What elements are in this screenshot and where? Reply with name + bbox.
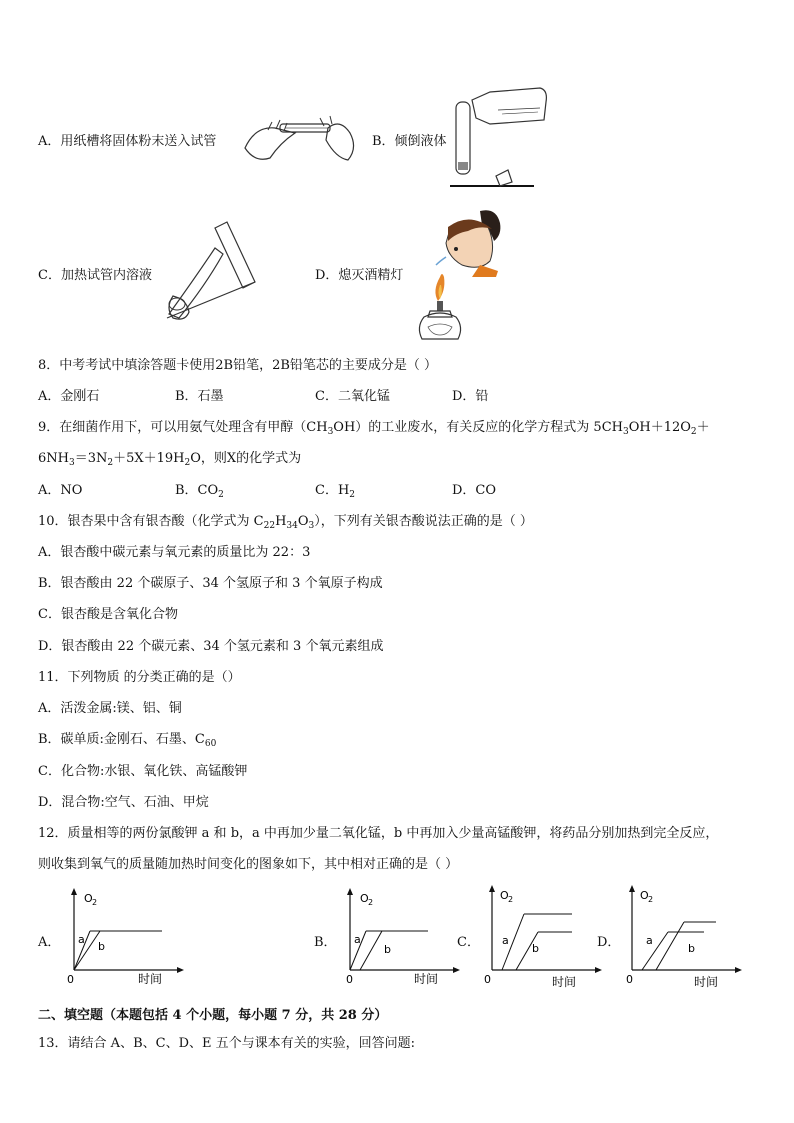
heat-test-tube-illustration [155, 218, 265, 323]
svg-text:2: 2 [368, 898, 374, 907]
q9-option-c: C．$H_2$ [315, 483, 356, 500]
svg-text:b: b [688, 942, 695, 955]
q8-stem: 8．中考考试中填涂答题卡使用2B铅笔，2B铅笔芯的主要成分是（ ） [38, 358, 438, 373]
svg-text:a: a [354, 933, 361, 946]
q12-stem-line2: 则收集到氧气的质量随加热时间变化的图象如下，其中相对正确的是（ ） [38, 857, 459, 872]
svg-text:时间: 时间 [414, 972, 439, 986]
q7-option-a: A．用纸槽将固体粉末送入试管 [38, 134, 217, 149]
svg-text:2: 2 [508, 895, 514, 904]
svg-text:0: 0 [346, 973, 353, 986]
q11-option-a: A．活泼金属:镁、铝、铜 [38, 701, 182, 716]
q10-option-d: D．银杏酸由 22 个碳元素、34 个氢元素和 3 个氧元素组成 [38, 639, 384, 654]
q10-option-a: A．银杏酸中碳元素与氧元素的质量比为 22：3 [38, 545, 311, 560]
q11-option-b: B．碳单质:金刚石、石墨、$C_{60}$ [38, 732, 217, 749]
svg-text:0: 0 [626, 973, 633, 986]
svg-text:a: a [502, 934, 509, 947]
q12-graph-b [338, 885, 468, 985]
pour-liquid-illustration [450, 82, 550, 188]
svg-text:2: 2 [648, 895, 654, 904]
q7-option-b: B．倾倒液体 [372, 134, 447, 149]
svg-text:a: a [646, 934, 653, 947]
q9-stem-line2: $6NH_3=3N_2+5X+19H_2O$，则X的化学式为 [38, 451, 302, 468]
svg-text:O: O [500, 889, 509, 902]
svg-text:2: 2 [92, 898, 98, 907]
q12-graph-a [62, 885, 192, 985]
q10-option-c: C．银杏酸是含氧化合物 [38, 607, 178, 622]
q11-option-d: D．混合物:空气、石油、甲烷 [38, 795, 209, 810]
q9-option-d: D．CO [452, 483, 497, 498]
q12-graph-d-label: D． [597, 935, 621, 950]
svg-text:b: b [98, 940, 105, 953]
section-2-title: 二、填空题（本题包括 4 个小题，每小题 7 分，共 28 分） [38, 1008, 388, 1023]
svg-text:0: 0 [484, 973, 491, 986]
q9-stem-line1: 9．在细菌作用下，可以用氨气处理含有甲醇$(CH_3OH)$的工业废水，有关反应的化学方程式为 $5CH_3OH+12O_2+$ [38, 420, 710, 437]
svg-text:a: a [78, 933, 85, 946]
svg-text:b: b [532, 942, 539, 955]
q10-option-b: B．银杏酸由 22 个碳原子、34 个氢原子和 3 个氧原子构成 [38, 576, 383, 591]
q12-stem-line1: 12．质量相等的两份氯酸钾 a 和 b，a 中再加少量二氧化锰，b 中再加入少量高锰酸钾，将药品分别加热到完全反应， [38, 826, 719, 841]
q12-graph-a-label: A． [38, 935, 61, 950]
q8-option-c: C．二氧化锰 [315, 389, 390, 404]
q9-option-a: A．NO [38, 483, 83, 498]
svg-text:0: 0 [67, 973, 74, 986]
svg-text:时间: 时间 [138, 972, 163, 986]
q12-graph-c-label: C． [457, 935, 480, 950]
q7-option-d: D．熄灭酒精灯 [315, 268, 404, 283]
svg-text:b: b [384, 943, 391, 956]
q8-option-b: B．石墨 [175, 389, 224, 404]
q8-option-a: A．金刚石 [38, 389, 100, 404]
q12-graph-d [620, 882, 750, 992]
q12-graph-b-label: B． [314, 935, 337, 950]
svg-text:O: O [360, 892, 369, 905]
q11-stem: 11．下列物质 的分类正确的是（） [38, 670, 241, 685]
q11-option-c: C．化合物:水银、氧化铁、高锰酸钾 [38, 764, 248, 779]
q13-stem: 13．请结合 A、B、C、D、E 五个与课本有关的实验，回答问题: [38, 1036, 415, 1051]
q9-option-b: B．$CO_2$ [175, 483, 224, 500]
svg-text:时间: 时间 [694, 975, 719, 989]
q12-graph-c [480, 882, 610, 992]
extinguish-lamp-illustration [410, 205, 505, 345]
svg-text:O: O [84, 892, 93, 905]
svg-text:时间: 时间 [552, 975, 577, 989]
paper-trough-illustration [240, 108, 360, 166]
q10-stem: 10．银杏果中含有银杏酸（化学式为 $C_{22}H_{34}O_3$），下列有关银杏酸说法正确的是（ ） [38, 514, 533, 531]
q8-option-d: D．铅 [452, 389, 489, 404]
q7-option-c: C．加热试管内溶液 [38, 268, 152, 283]
svg-text:O: O [640, 889, 649, 902]
